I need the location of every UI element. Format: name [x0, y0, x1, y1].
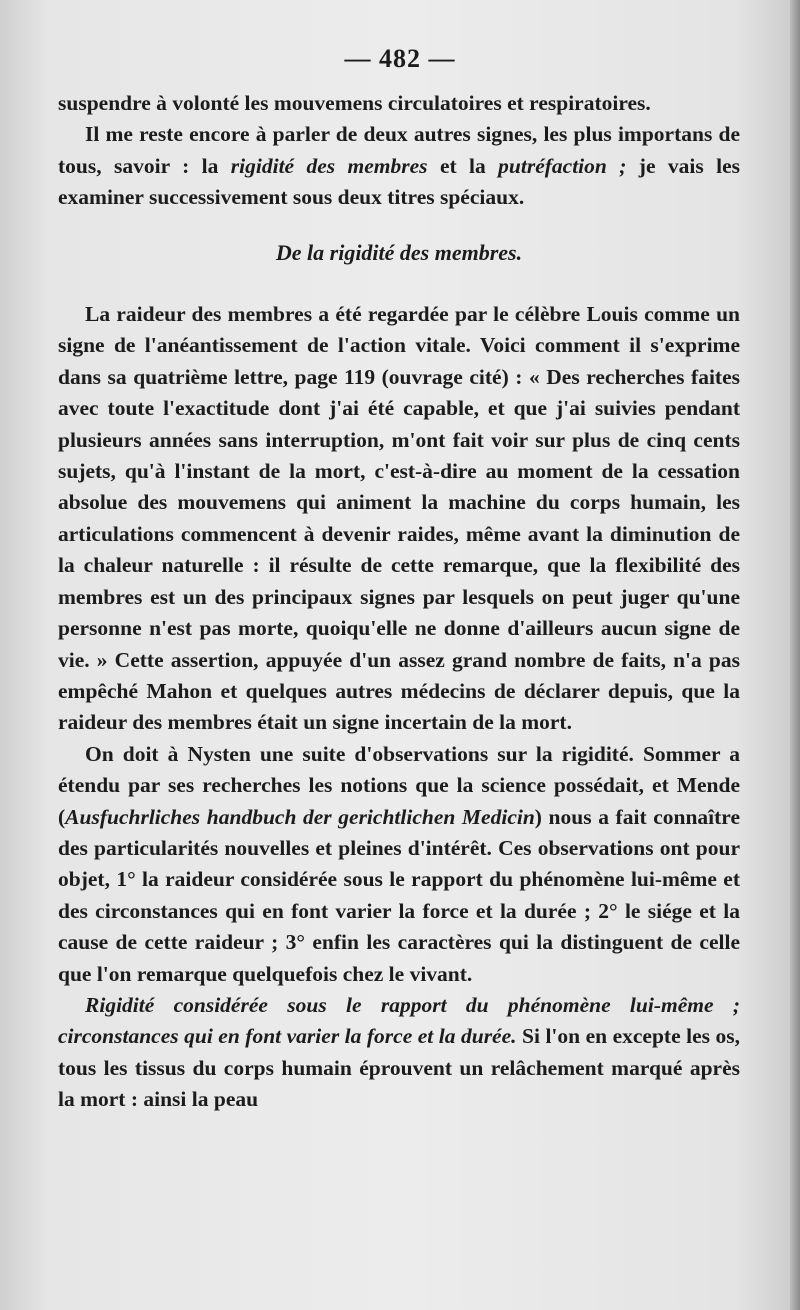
paragraph-louis: La raideur des membres a été regardée par le célèbre Louis comme un signe de l'anéantissement de l'action vitale. Voici comment il s'exprime dans sa quatrième lettre, page 119 (ouvrage cité) : « Des recherches faites avec toute l'exactitude dont j'ai été capable, et que j'ai suivies pendant plusieurs années sans interruption, m'ont fait voir sur plus de cinq cents sujets, qu'à l'instant de la mort, c'est-à-dire au moment de la cessation absolue des mouvemens qui animent la machine du corps humain, les articulations commencent à devenir raides, même avant la diminution de la chaleur naturelle : il résulte de cette remarque, que la flexibilité des membres est un des principaux signes par lesquels on peut juger qu'une personne n'est pas morte, quoiqu'elle ne donne d'ailleurs aucun signe de vie. » Cette assertion, appuyée d'un assez grand nombre de faits, n'a pas empêché Mahon et quelques autres médecins de déclarer depuis, que la raideur des membres était un signe incertain de la mort.: [58, 302, 740, 735]
body-text: [58, 88, 740, 1116]
text-span: et la: [427, 153, 499, 178]
italic-title: Ausfuchrliches handbuch der gerichtlichen Medicin: [65, 804, 535, 829]
section-heading: De la rigidité des membres.: [275, 239, 523, 265]
paragraph-nysten: [58, 739, 740, 990]
italic-subheading: Rigidité considérée sous le rapport du phénomène lui-même ; circonstances qui en font varier la force et la durée.: [58, 992, 740, 1049]
paragraph-rigidite: [58, 990, 740, 1116]
text-span: je vais les examiner successivement sous deux titres spéciaux.: [58, 153, 740, 210]
page-number: — 482 —: [344, 44, 456, 73]
italic-term: rigidité des membres: [230, 153, 428, 178]
page-spine-edge: [790, 0, 800, 1310]
italic-term: putréfaction ;: [498, 153, 627, 178]
text-span: Il me reste encore à parler de deux autres signes, les plus importans de tous, savoir : la: [58, 122, 740, 178]
text-span: On doit à Nysten une suite d'observations sur la rigidité. Sommer a étendu par ses recherches les notions que la science possédait, et Mende (: [58, 741, 740, 829]
text-span: Si l'on en excepte les os, tous les tissus du corps humain éprouvent un relâchement marqué après la mort : ainsi la peau: [58, 1024, 741, 1112]
paragraph-continuation: suspendre à volonté les mouvemens circulatoires et respiratoires.: [58, 91, 651, 115]
paragraph-intro: [58, 119, 740, 213]
text-span: ) nous a fait connaître des particularités nouvelles et pleines d'intérêt. Ces observations ont pour objet, 1° la raideur considérée sous le rapport du phénomène lui-même et des circonstances qui en font varier la force et la durée ; 2° le siége et la cause de cette raideur ; 3° enfin les caractères qui la distinguent de celle que l'on remarque quelquefois chez le vivant.: [58, 804, 740, 986]
